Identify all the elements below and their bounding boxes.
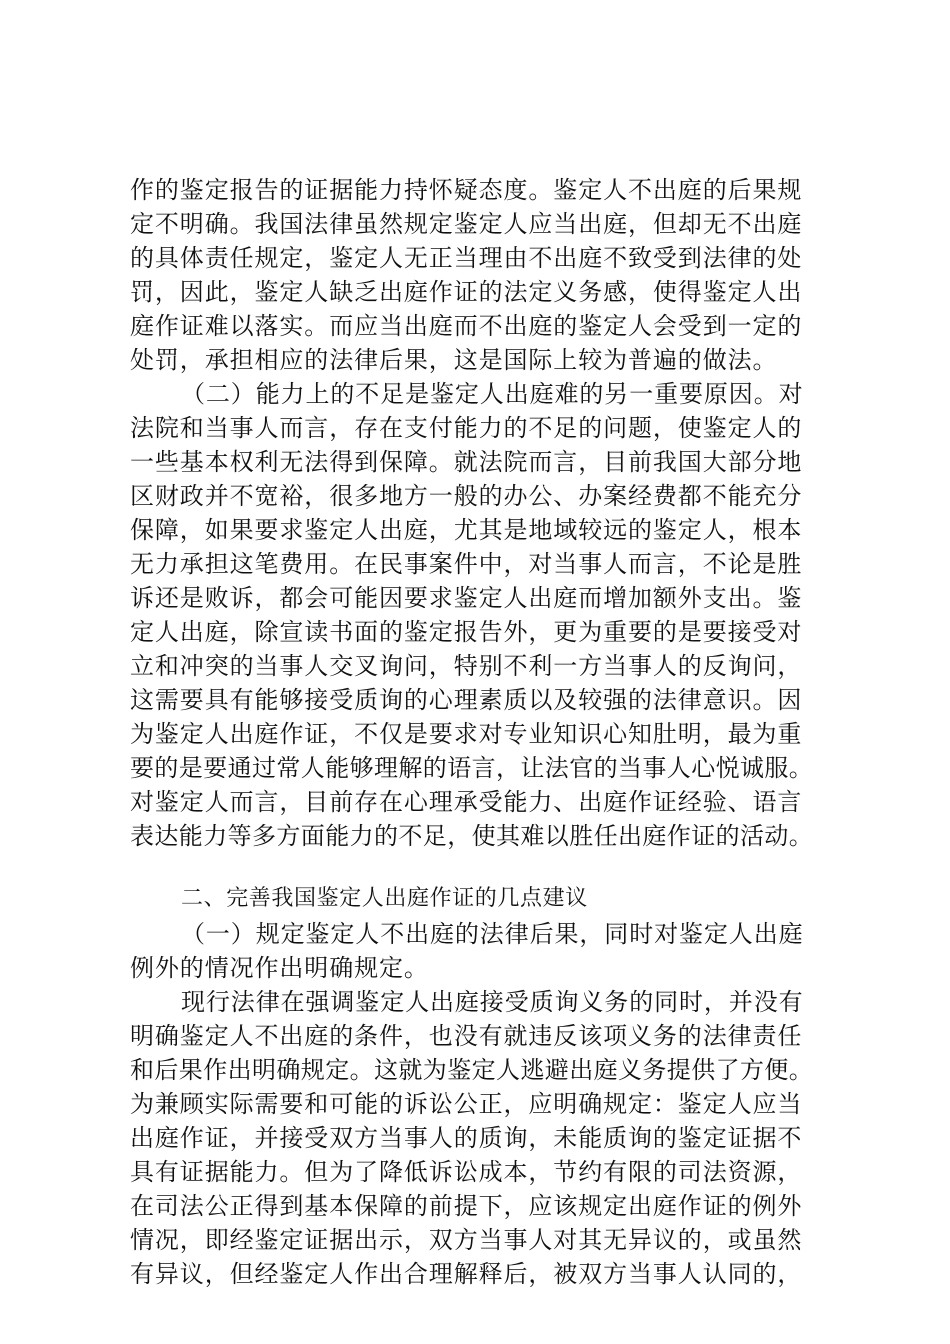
text-line: 定人出庭，除宣读书面的鉴定报告外，更为重要的是要接受对 bbox=[130, 618, 803, 646]
text-line: 对鉴定人而言，目前存在心理承受能力、出庭作证经验、语言 bbox=[130, 788, 803, 816]
text-line: 罚，因此，鉴定人缺乏出庭作证的法定义务感，使得鉴定人出 bbox=[130, 278, 803, 306]
text-line: 情况，即经鉴定证据出示，双方当事人对其无异议的，或虽然 bbox=[130, 1226, 803, 1254]
text-line: 出庭作证，并接受双方当事人的质询，未能质询的鉴定证据不 bbox=[130, 1124, 803, 1152]
text-line: 处罚，承担相应的法律后果，这是国际上较为普遍的做法。 bbox=[130, 346, 778, 374]
text-line: 区财政并不宽裕，很多地方一般的办公、办案经费都不能充分 bbox=[130, 482, 803, 510]
text-line: 具有证据能力。但为了降低诉讼成本，节约有限的司法资源， bbox=[130, 1158, 803, 1186]
text-line: 保障，如果要求鉴定人出庭，尤其是地域较远的鉴定人，根本 bbox=[130, 516, 803, 544]
text-line: 为兼顾实际需要和可能的诉讼公正，应明确规定：鉴定人应当 bbox=[130, 1090, 803, 1118]
text-line: 的具体责任规定，鉴定人无正当理由不出庭不致受到法律的处 bbox=[130, 244, 803, 272]
text-line: 在司法公正得到基本保障的前提下，应该规定出庭作证的例外 bbox=[130, 1192, 803, 1220]
text-line: 立和冲突的当事人交叉询问，特别不利一方当事人的反询问， bbox=[130, 652, 803, 680]
text-line: 一些基本权利无法得到保障。就法院而言，目前我国大部分地 bbox=[130, 448, 803, 476]
text-line: 为鉴定人出庭作证，不仅是要求对专业知识心知肚明，最为重 bbox=[130, 720, 803, 748]
text-line: 例外的情况作出明确规定。 bbox=[130, 954, 429, 982]
text-line: 这需要具有能够接受质询的心理素质以及较强的法律意识。因 bbox=[130, 686, 803, 714]
text-line: （一）规定鉴定人不出庭的法律后果，同时对鉴定人出庭 bbox=[181, 920, 804, 948]
text-line: 表达能力等多方面能力的不足，使其难以胜任出庭作证的活动。 bbox=[130, 822, 814, 850]
text-line: 诉还是败诉，都会可能因要求鉴定人出庭而增加额外支出。鉴 bbox=[130, 584, 803, 612]
text-line: 定不明确。我国法律虽然规定鉴定人应当出庭，但却无不出庭 bbox=[130, 210, 803, 238]
text-line: 明确鉴定人不出庭的条件，也没有就违反该项义务的法律责任 bbox=[130, 1022, 803, 1050]
text-line: 和后果作出明确规定。这就为鉴定人逃避出庭义务提供了方便。 bbox=[130, 1056, 814, 1084]
text-line: 作的鉴定报告的证据能力持怀疑态度。鉴定人不出庭的后果规 bbox=[130, 176, 803, 204]
section-heading: 二、完善我国鉴定人出庭作证的几点建议 bbox=[181, 886, 588, 911]
text-line: 有异议，但经鉴定人作出合理解释后，被双方当事人认同的， bbox=[130, 1260, 803, 1288]
text-line: 庭作证难以落实。而应当出庭而不出庭的鉴定人会受到一定的 bbox=[130, 312, 803, 340]
text-line: （二）能力上的不足是鉴定人出庭难的另一重要原因。对 bbox=[181, 380, 804, 408]
text-line: 现行法律在强调鉴定人出庭接受质询义务的同时，并没有 bbox=[181, 988, 804, 1016]
text-line: 法院和当事人而言，存在支付能力的不足的问题，使鉴定人的 bbox=[130, 414, 803, 442]
text-line: 要的是要通过常人能够理解的语言，让法官的当事人心悦诚服。 bbox=[130, 754, 814, 782]
text-line: 无力承担这笔费用。在民事案件中，对当事人而言，不论是胜 bbox=[130, 550, 803, 578]
